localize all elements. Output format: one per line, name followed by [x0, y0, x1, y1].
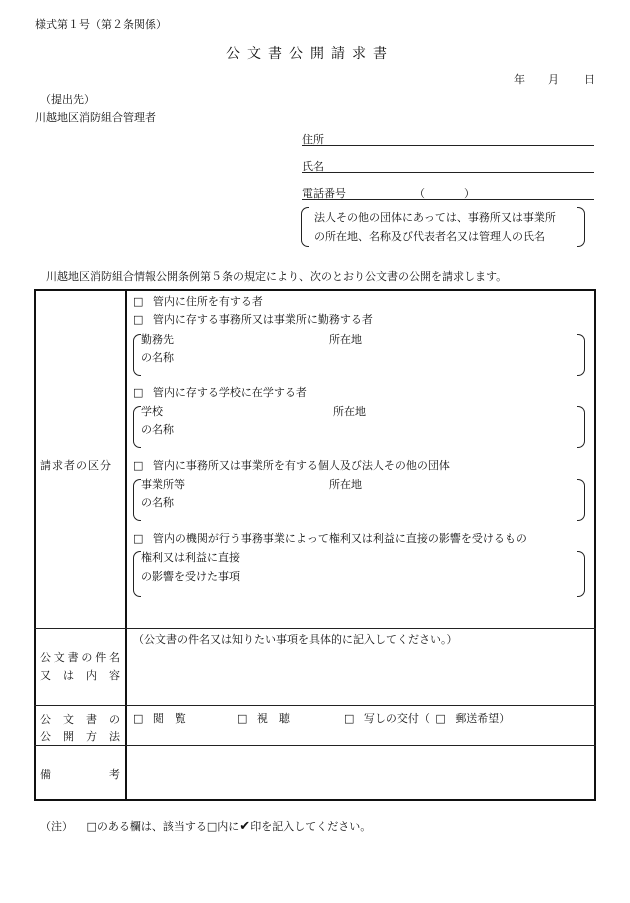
row-divider-3	[34, 745, 596, 746]
category-option-5[interactable]	[133, 530, 527, 546]
workplace-label-2: の名称	[141, 351, 174, 364]
office-label-1: 事業所等	[141, 478, 185, 491]
school-label-2: の名称	[141, 423, 174, 436]
workplace-address-label: 所在地	[329, 333, 362, 346]
checkbox-4[interactable]: □	[133, 459, 144, 472]
footnote-text-a: □のある欄は、該当する□内に	[86, 820, 240, 833]
checkbox-5[interactable]: □	[133, 532, 144, 545]
row-divider-2	[34, 705, 596, 706]
recipient-name: 川越地区消防組合管理者	[35, 111, 156, 124]
corp-note-line2: の所在地、名称及び代表者名又は管理人の氏名	[314, 230, 545, 243]
address-field[interactable]	[302, 131, 594, 146]
document-instruction: （公文書の件名又は知りたい事項を具体的に記入してください。）	[133, 633, 458, 646]
method-checkbox-2[interactable]: □	[237, 712, 248, 725]
school-bracket-right	[577, 406, 585, 448]
school-label-1: 学校	[141, 405, 163, 418]
corp-note-line1: 法人その他の団体にあっては、事務所又は事業所	[314, 211, 556, 224]
remarks-label: 備考	[40, 768, 120, 781]
form-number: 様式第１号（第２条関係）	[35, 18, 167, 31]
intro-text: 川越地区消防組合情報公開条例第５条の規定により、次のとおり公文書の公開を請求します。	[46, 270, 508, 283]
school-address-label: 所在地	[333, 405, 366, 418]
footnote-prefix: （注）	[40, 820, 73, 833]
corp-note-bracket-right	[577, 207, 585, 247]
category-option-2-text: 管内に存する事務所又は事業所に勤務する者	[152, 313, 373, 326]
recipient-label: （提出先）	[40, 93, 95, 106]
category-option-1[interactable]	[133, 293, 263, 309]
date-year-label: 年	[514, 73, 525, 86]
method-option-inspect[interactable]	[133, 710, 186, 726]
date-month-label: 月	[548, 73, 559, 86]
address-label: 住所	[302, 133, 324, 146]
method-option-view[interactable]	[237, 710, 290, 726]
footnote-text-b: 印を記入してください。	[250, 820, 372, 833]
school-bracket-left	[133, 406, 141, 448]
page-title: 公文書公開請求書	[226, 46, 394, 62]
workplace-bracket-left	[133, 334, 141, 376]
method-option-view-text: 視 聴	[256, 712, 290, 725]
name-field[interactable]	[302, 158, 594, 173]
checkbox-3[interactable]: □	[133, 386, 144, 399]
name-label: 氏名	[302, 160, 324, 173]
rights-bracket-right	[577, 551, 585, 597]
category-label: 請求者の区分	[40, 459, 112, 472]
method-option-copy-text: 写しの交付（	[363, 712, 430, 725]
phone-field[interactable]	[302, 185, 594, 200]
category-option-3[interactable]	[133, 384, 307, 400]
category-option-4[interactable]	[133, 457, 450, 473]
office-address-label: 所在地	[329, 478, 362, 491]
document-content-field[interactable]	[128, 650, 592, 702]
mail-checkbox[interactable]: □	[435, 712, 446, 725]
mail-text: 郵送希望）	[455, 712, 511, 725]
method-checkbox-3[interactable]: □	[344, 712, 355, 725]
rights-label-1: 権利又は利益に直接	[141, 551, 240, 564]
method-option-inspect-text: 閲 覧	[152, 712, 186, 725]
method-label-line2: 公開方法	[40, 730, 120, 743]
rights-label-2: の影響を受けた事項	[141, 570, 240, 583]
check-mark-icon: ✔	[239, 819, 251, 834]
workplace-bracket-right	[577, 334, 585, 376]
office-bracket-right	[577, 479, 585, 521]
category-option-5-text: 管内の機関が行う事務事業によって権利又は利益に直接の影響を受けるもの	[152, 532, 527, 545]
rights-bracket-left	[133, 551, 141, 597]
phone-paren-open: （	[414, 187, 425, 200]
document-label-line2: 又は内容	[40, 669, 120, 682]
category-option-3-text: 管内に存する学校に在学する者	[152, 386, 307, 399]
checkbox-2[interactable]: □	[133, 313, 144, 326]
office-bracket-left	[133, 479, 141, 521]
date-day-label: 日	[584, 73, 595, 86]
method-label-line1: 公文書の	[40, 713, 120, 726]
table-label-divider	[125, 289, 127, 801]
office-label-2: の名称	[141, 496, 174, 509]
remarks-field[interactable]	[128, 748, 592, 798]
phone-paren-close: ）	[464, 187, 475, 200]
method-checkbox-1[interactable]: □	[133, 712, 144, 725]
corp-note-bracket-left	[301, 207, 309, 247]
checkbox-1[interactable]: □	[133, 295, 144, 308]
phone-label: 電話番号	[302, 187, 346, 200]
footnote	[40, 818, 371, 834]
category-option-2[interactable]	[133, 311, 373, 327]
category-option-4-text: 管内に事務所又は事業所を有する個人及び法人その他の団体	[152, 459, 450, 472]
method-option-copy[interactable]	[344, 710, 510, 726]
row-divider-1	[34, 628, 596, 629]
workplace-label-1: 勤務先	[141, 333, 174, 346]
category-option-1-text: 管内に住所を有する者	[152, 295, 263, 308]
document-label-line1: 公文書の件名	[40, 651, 120, 664]
